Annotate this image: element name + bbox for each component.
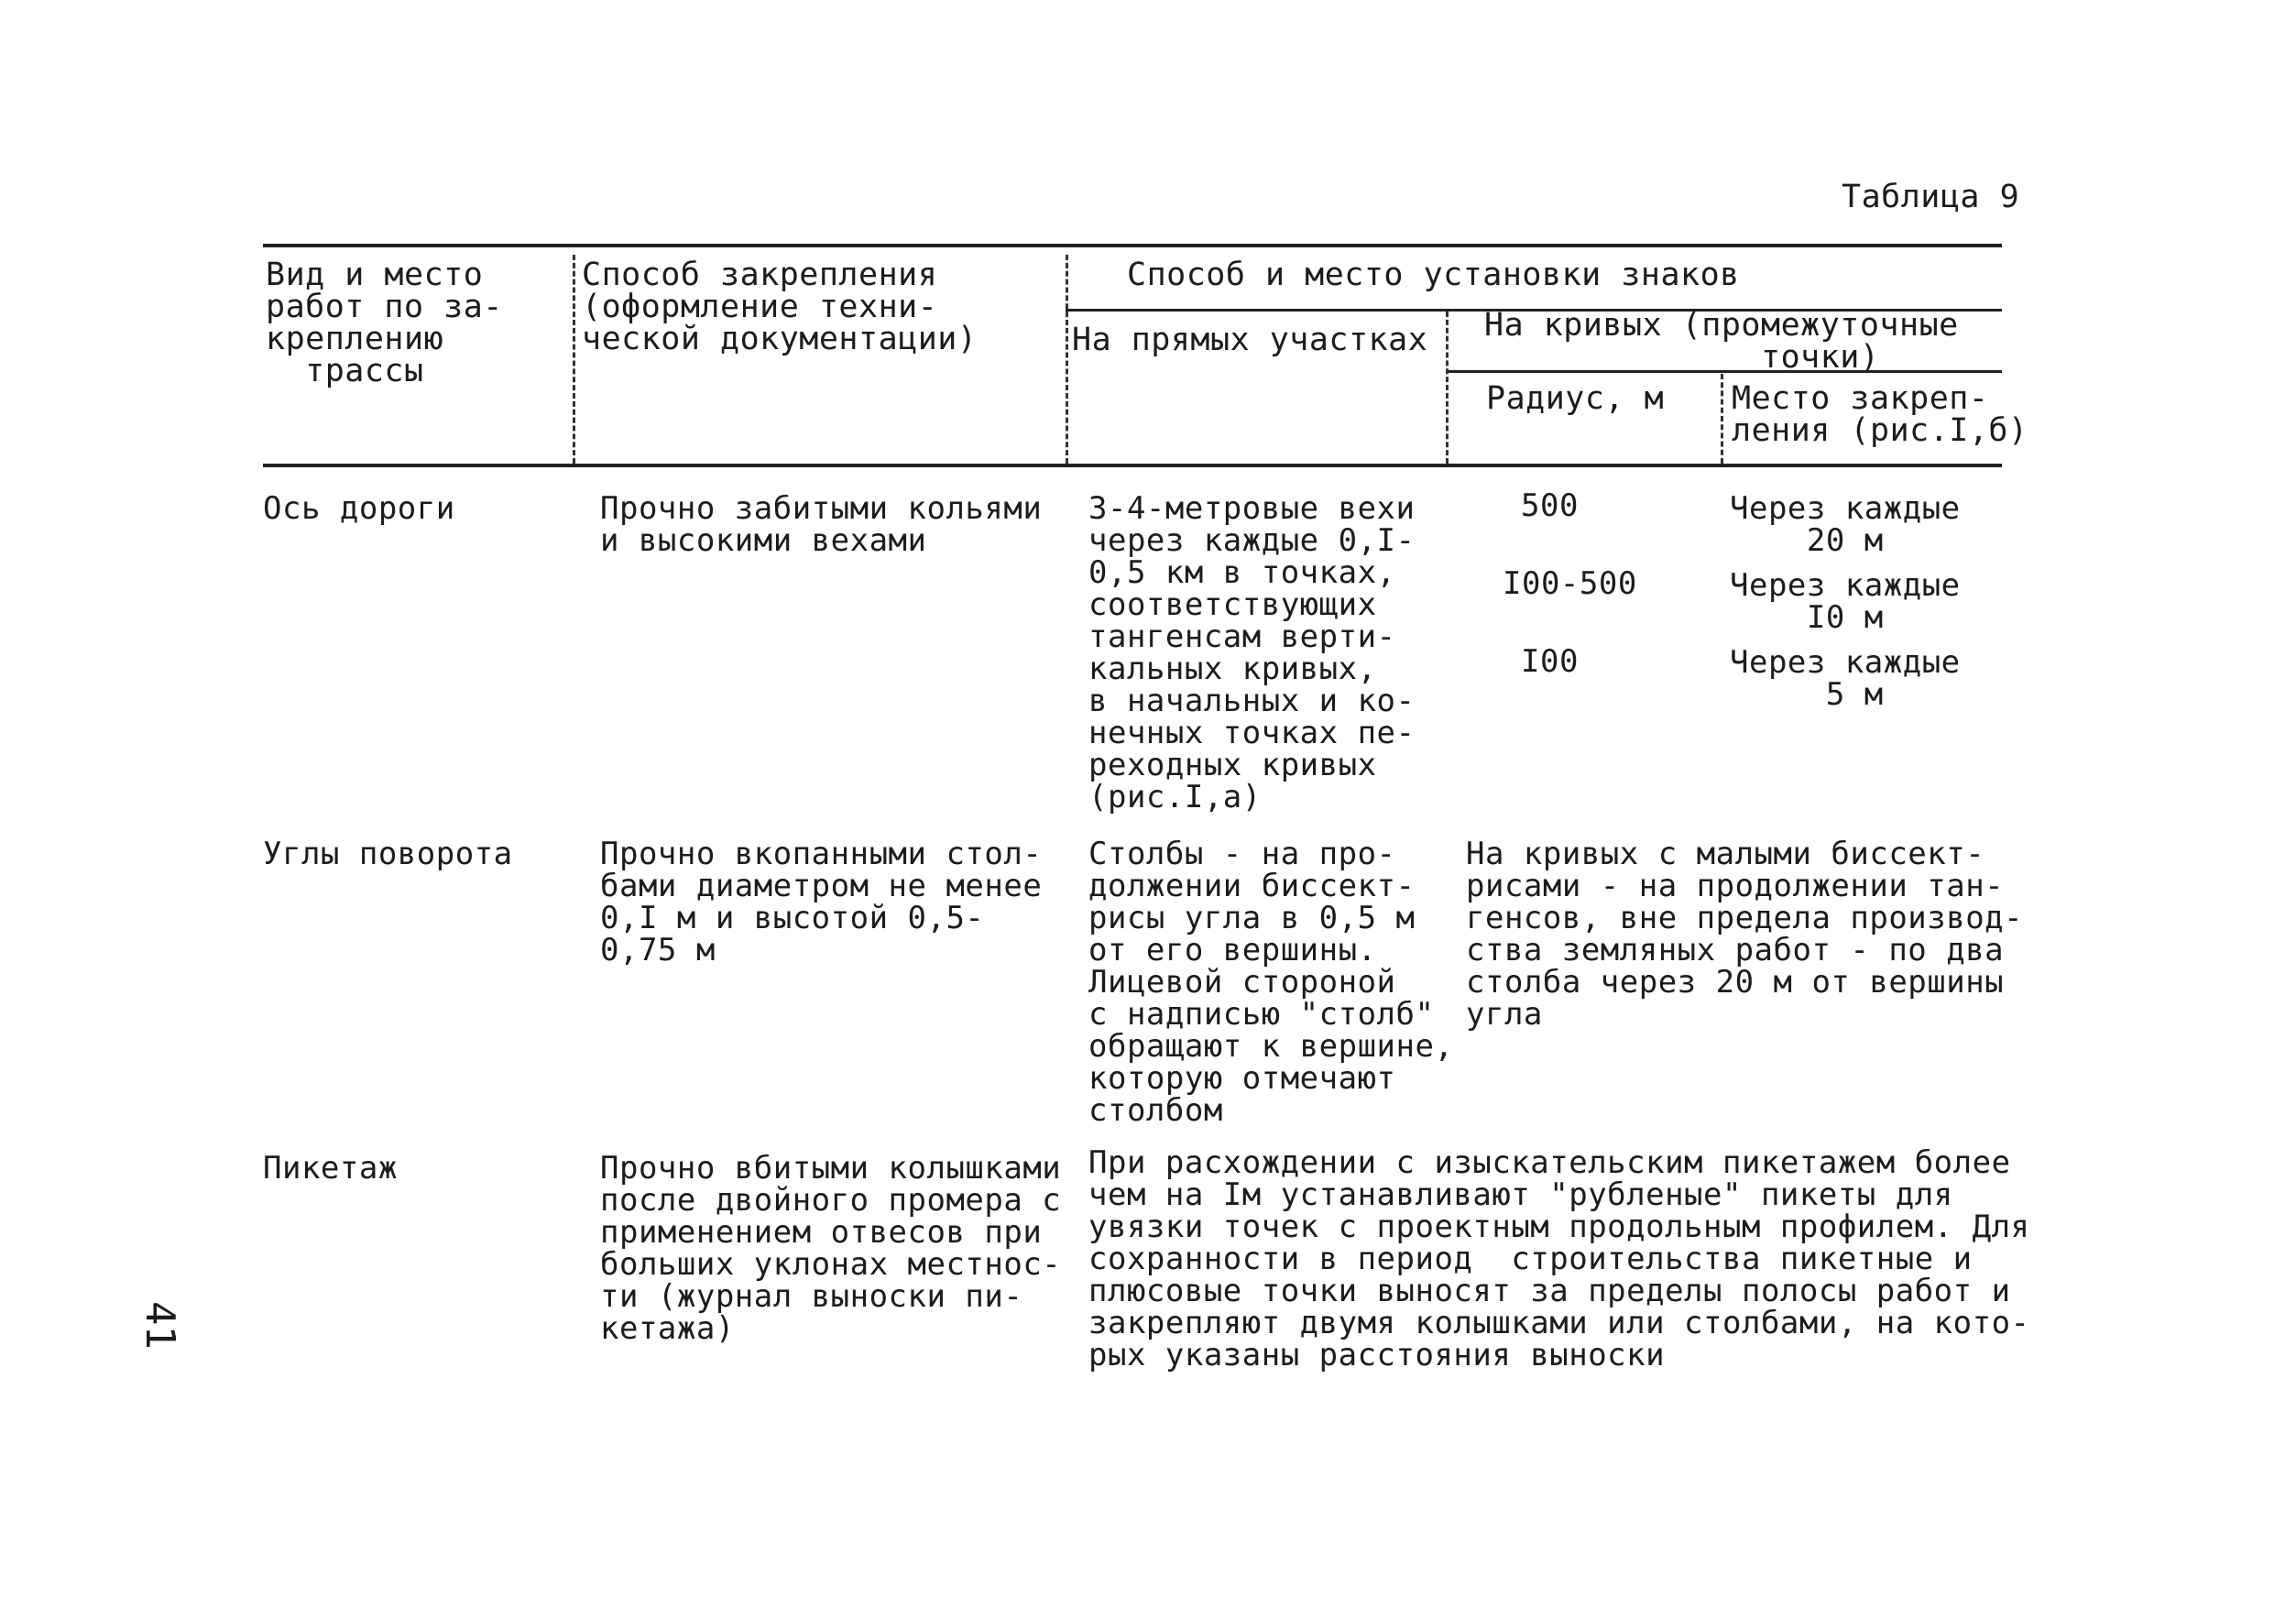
table-label: Таблица 9 bbox=[1842, 179, 2020, 215]
header-fix-place: Место закреп- ления (рис.I,б) bbox=[1732, 380, 2028, 449]
col-divider-2 bbox=[1066, 255, 1068, 464]
row-turn-angles-work: Углы поворота bbox=[263, 836, 513, 872]
col-divider-3 bbox=[1446, 312, 1449, 464]
row-road-axis-place-3: Через каждые 5 м bbox=[1730, 644, 1961, 713]
header-bottom-rule bbox=[263, 464, 2002, 467]
row-turn-angles-method: Прочно вкопанными стол- бами диаметром не менее 0,I м и высотой 0,5- 0,75 м bbox=[600, 836, 1043, 968]
row-road-axis-radius-2: I00-500 bbox=[1503, 565, 1637, 602]
header-signs-group: Способ и место установки знаков bbox=[1127, 257, 1740, 293]
row-road-axis-method: Прочно забитыми кольями и высокими вехами bbox=[600, 490, 1043, 559]
row-picket-method: Прочно вбитыми колышками после двойного промера с применением отвесов при больших уклонах местнос- ти (журнал выноски пи- кетажа) bbox=[600, 1150, 1062, 1347]
row-road-axis-straight: 3-4-метровые вехи через каждые 0,I- 0,5 км в точках, соответствующих тангенсам верти- кальных кривых, в начальных и ко- нечных точках пе- реходных кривых (рис.I,а) bbox=[1088, 490, 1416, 815]
row-turn-angles-curves: На кривых с малыми биссект- рисами - на продолжении тан- генсов, вне предела производ- ства земляных работ - по два столба через 20 м от вершины угла bbox=[1466, 836, 2024, 1033]
row-picket-span-text: При расхождении с изыскательским пикетажем более чем на Iм устанавливают "рубленые" пикеты для увязки точек с проектным продольным профилем. Для сохранности в период строительства пикетные и плюсовые точки выносят за пределы полосы работ и закрепляют двумя колышками или столбами, на кото- рых указаны расстояния выноски bbox=[1088, 1144, 2030, 1373]
row-road-axis-place-1: Через каждые 20 м bbox=[1730, 490, 1961, 559]
row-turn-angles-straight: Столбы - на про- должении биссект- рисы угла в 0,5 м от его вершины. Лицевой стороной с надписью "столб" обращают к вершине, которую отмечают столбом bbox=[1088, 836, 1454, 1129]
row-road-axis-radius-3: I00 bbox=[1521, 643, 1579, 680]
header-fix-method: Способ закрепления (оформление техни- ческой документации) bbox=[582, 257, 978, 357]
header-radius: Радиус, м bbox=[1486, 380, 1665, 417]
col-divider-4 bbox=[1721, 374, 1723, 464]
header-curves: На кривых (промежуточные точки) bbox=[1484, 307, 1959, 376]
page-number: 41 bbox=[137, 1301, 183, 1350]
row-road-axis-place-2: Через каждые I0 м bbox=[1730, 567, 1961, 636]
row-picket-work: Пикетаж bbox=[263, 1150, 398, 1187]
header-work-type: Вид и место работ по за- креплению трассы bbox=[266, 257, 503, 389]
header-straight-sections: На прямых участках bbox=[1072, 322, 1428, 358]
row-road-axis-radius-1: 500 bbox=[1521, 487, 1579, 524]
row-road-axis-work: Ось дороги bbox=[263, 490, 455, 527]
col-divider-1 bbox=[573, 255, 575, 464]
table-top-rule bbox=[263, 244, 2002, 247]
